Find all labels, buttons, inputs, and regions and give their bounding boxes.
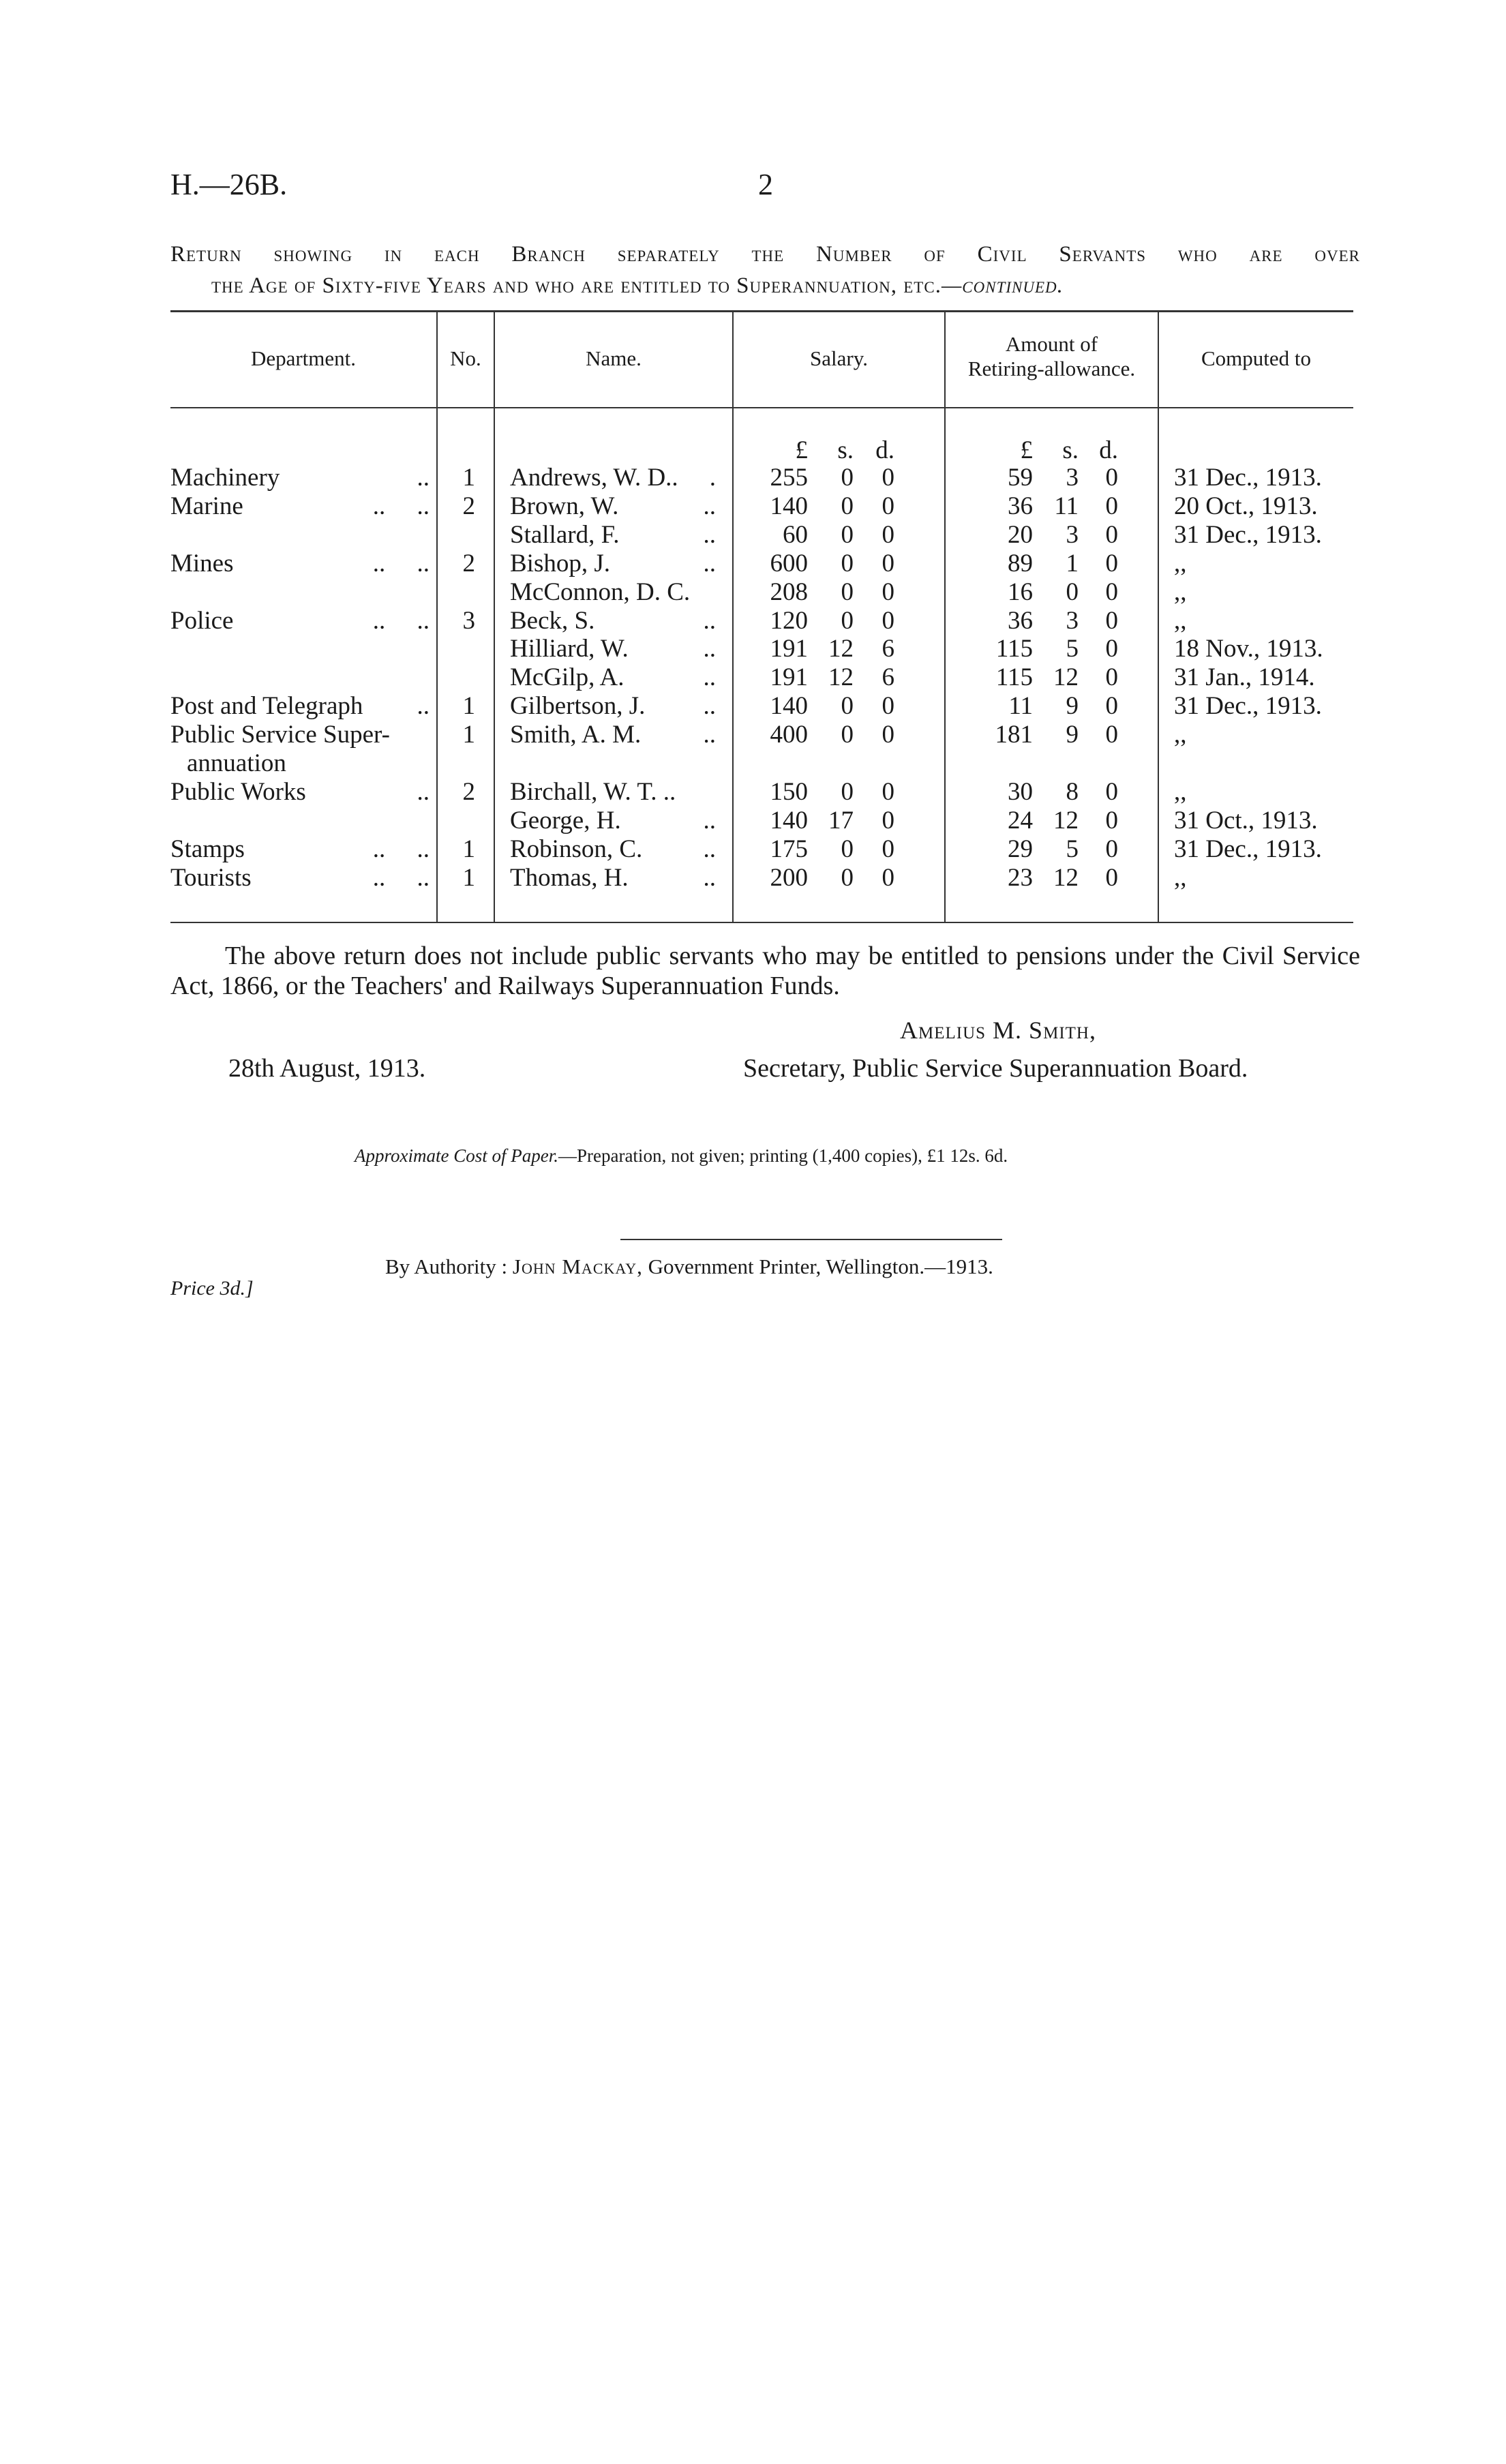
salary-pounds-cell: 140 [770,492,808,520]
column-header-name: Name. [586,346,642,370]
allowance-pounds-cell: 181 [995,721,1033,749]
salary-pence-cell: 6 [882,663,894,691]
department-cell: Stamps [170,835,245,863]
computed-to-cell: 20 Oct., 1913. [1174,492,1318,520]
salary-pounds-cell: 400 [770,721,808,749]
allowance-pence-cell: 0 [1105,721,1118,749]
department-cell: Marine [170,492,243,520]
allowance-shillings-cell: 3 [1066,464,1079,492]
column-divider [1158,312,1159,922]
allowance-pence-cell: 0 [1105,864,1118,892]
computed-to-cell: ,, [1174,778,1187,806]
allowance-shillings-cell: 5 [1066,835,1079,863]
department-cell: Police [170,607,234,635]
allowance-pence-cell: 0 [1105,692,1118,720]
allowance-pounds-cell: 115 [995,663,1033,691]
salary-unit-shilling: s. [837,436,854,464]
allowance-pounds-cell: 89 [1008,550,1033,577]
allowance-pence-cell: 0 [1105,550,1118,577]
salary-pounds-cell: 191 [770,663,808,691]
footnote-paragraph [170,941,1360,1001]
allowance-pence-cell: 0 [1105,778,1118,806]
name-cell: George, H. [510,807,621,835]
department-leader-dots: .. .. [372,492,430,520]
department-cell: Public Service Super- [170,721,390,749]
computed-to-cell: 18 Nov., 1913. [1174,635,1323,663]
signatory-title: Secretary, Public Service Superannuation Board. [743,1054,1248,1083]
name-cell: Robinson, C. [510,835,643,863]
count-cell: 1 [462,692,475,720]
allowance-unit-pound: £ [1020,436,1033,464]
department-cell: Post and Telegraph [170,692,363,720]
salary-pence-cell: 0 [882,778,894,806]
name-cell: Beck, S. [510,607,595,635]
department-leader-dots: .. [417,692,430,720]
table-top-rule [170,310,1353,312]
title-continued: —continued. [941,273,1064,298]
allowance-shillings-cell: 8 [1066,778,1079,806]
allowance-pence-cell: 0 [1105,521,1118,549]
salary-pence-cell: 0 [882,835,894,863]
salary-pounds-cell: 200 [770,864,808,892]
name-cell: McGilp, A. [510,663,624,691]
allowance-shillings-cell: 5 [1066,635,1079,663]
salary-shillings-cell: 0 [841,492,854,520]
salary-unit-pence: d. [875,436,894,464]
name-cell: Gilbertson, J. [510,692,646,720]
salary-pounds-cell: 175 [770,835,808,863]
salary-pence-cell: 0 [882,807,894,835]
column-header-salary: Salary. [810,346,868,370]
department-leader-dots: .. [417,464,430,492]
footnote-text: The above return does not include public servants who may be entitled to pensions under the Civil Service Act, 1866, or the Teachers' and Railways Superannuation Funds. [170,942,1360,1000]
allowance-pounds-cell: 23 [1008,864,1033,892]
name-cell: Thomas, H. [510,864,629,892]
salary-pence-cell: 0 [882,464,894,492]
name-leader-dots: .. [703,721,716,749]
allowance-shillings-cell: 3 [1066,521,1079,549]
salary-pence-cell: 0 [882,492,894,520]
allowance-pounds-cell: 36 [1008,607,1033,635]
count-cell: 2 [462,550,475,577]
salary-pounds-cell: 208 [770,578,808,606]
name-cell: Brown, W. [510,492,619,520]
salary-pounds-cell: 140 [770,807,808,835]
salary-pence-cell: 0 [882,521,894,549]
computed-to-cell: ,, [1174,607,1187,635]
allowance-pence-cell: 0 [1105,607,1118,635]
name-cell: Hilliard, W. [510,635,629,663]
department-cell: Mines [170,550,234,577]
allowance-pounds-cell: 11 [1008,692,1033,720]
name-cell: Stallard, F. [510,521,620,549]
allowance-shillings-cell: 3 [1066,607,1079,635]
salary-shillings-cell: 12 [828,663,854,691]
salary-shillings-cell: 0 [841,864,854,892]
department-cell: annuation [187,749,286,777]
salary-shillings-cell: 12 [828,635,854,663]
department-leader-dots: .. .. [372,835,430,863]
computed-to-cell: 31 Dec., 1913. [1174,835,1322,863]
salary-pounds-cell: 255 [770,464,808,492]
allowance-shillings-cell: 9 [1066,721,1079,749]
allowance-shillings-cell: 0 [1066,578,1079,606]
name-leader-dots: .. [703,835,716,863]
allowance-pence-cell: 0 [1105,635,1118,663]
department-cell: Public Works [170,778,306,806]
allowance-pounds-cell: 24 [1008,807,1033,835]
printer-name: John Mackay, [512,1254,643,1278]
name-cell: McConnon, D. C. [510,578,691,606]
allowance-pence-cell: 0 [1105,807,1118,835]
allowance-shillings-cell: 1 [1066,550,1079,577]
allowance-shillings-cell: 12 [1053,663,1079,691]
authority-suffix: Government Printer, Wellington.—1913. [648,1254,993,1278]
computed-to-cell: ,, [1174,550,1187,577]
salary-unit-pound: £ [795,436,808,464]
allowance-unit-shilling: s. [1062,436,1079,464]
allowance-pence-cell: 0 [1105,663,1118,691]
allowance-pounds-cell: 29 [1008,835,1033,863]
department-cell: Tourists [170,864,252,892]
signatory-name: Amelius M. Smith, [900,1017,1096,1044]
name-leader-dots: .. [703,807,716,835]
name-cell: Birchall, W. T. .. [510,778,676,806]
name-leader-dots: .. [703,864,716,892]
salary-shillings-cell: 0 [841,607,854,635]
salary-pence-cell: 0 [882,578,894,606]
allowance-unit-pence: d. [1099,436,1118,464]
salary-pence-cell: 6 [882,635,894,663]
name-leader-dots: .. [703,663,716,691]
document-code: H.—26B. [170,168,288,201]
printer-authority [385,1254,993,1279]
salary-pence-cell: 0 [882,550,894,577]
count-cell: 1 [462,835,475,863]
name-leader-dots: .. [703,550,716,577]
computed-to-cell: 31 Dec., 1913. [1174,464,1322,492]
computed-to-cell: 31 Oct., 1913. [1174,807,1318,835]
allowance-pence-cell: 0 [1105,464,1118,492]
salary-shillings-cell: 0 [841,464,854,492]
computed-to-cell: 31 Dec., 1913. [1174,521,1322,549]
column-header-computed-to: Computed to [1201,346,1312,370]
allowance-shillings-cell: 9 [1066,692,1079,720]
column-header-amount-line-2: Retiring-allowance. [967,357,1136,380]
computed-to-cell: 31 Dec., 1913. [1174,692,1322,720]
allowance-shillings-cell: 11 [1054,492,1079,520]
salary-pounds-cell: 600 [770,550,808,577]
column-divider [944,312,946,922]
department-leader-dots: .. .. [372,550,430,577]
title-line-1: Return showing in each Branch separately the Number of Civil Servants who are over [170,242,1360,267]
department-leader-dots: .. .. [372,864,430,892]
count-cell: 2 [462,778,475,806]
count-cell: 2 [462,492,475,520]
salary-pence-cell: 0 [882,864,894,892]
column-header-no: No. [450,346,481,370]
name-leader-dots: .. [703,492,716,520]
department-leader-dots: .. [417,778,430,806]
cost-text: —Preparation, not given; printing (1,400 copies), £1 12s. 6d. [558,1145,1008,1166]
table-header-rule [170,407,1353,408]
computed-to-cell: ,, [1174,864,1187,892]
document-title [170,239,1360,301]
allowance-pounds-cell: 30 [1008,778,1033,806]
salary-shillings-cell: 0 [841,835,854,863]
salary-shillings-cell: 0 [841,778,854,806]
allowance-pounds-cell: 59 [1008,464,1033,492]
salary-pounds-cell: 150 [770,778,808,806]
salary-pence-cell: 0 [882,692,894,720]
printing-cost-note [355,1145,1008,1167]
allowance-pounds-cell: 36 [1008,492,1033,520]
column-header-retiring-allowance [946,332,1158,381]
table-bottom-rule [170,922,1353,923]
name-leader-dots: . [709,464,716,492]
salary-shillings-cell: 0 [841,550,854,577]
computed-to-cell: 31 Jan., 1914. [1174,663,1315,691]
salary-shillings-cell: 0 [841,578,854,606]
allowance-shillings-cell: 12 [1053,807,1079,835]
name-cell: Andrews, W. D.. [510,464,678,492]
allowance-pounds-cell: 16 [1008,578,1033,606]
computed-to-cell: ,, [1174,578,1187,606]
salary-pounds-cell: 191 [770,635,808,663]
authority-prefix: By Authority : [385,1254,508,1278]
signature-date: 28th August, 1913. [228,1054,426,1083]
allowance-pence-cell: 0 [1105,492,1118,520]
column-header-department: Department. [250,346,357,370]
column-divider [732,312,734,922]
count-cell: 1 [462,864,475,892]
price-label: Price 3d.] [170,1277,254,1299]
allowance-shillings-cell: 12 [1053,864,1079,892]
salary-pounds-cell: 120 [770,607,808,635]
salary-shillings-cell: 17 [828,807,854,835]
allowance-pence-cell: 0 [1105,835,1118,863]
column-header-amount-line-1: Amount of [1005,332,1098,356]
department-leader-dots: .. .. [372,607,430,635]
authority-rule [620,1239,1002,1240]
allowance-pounds-cell: 115 [995,635,1033,663]
department-cell: Machinery [170,464,280,492]
count-cell: 1 [462,721,475,749]
salary-shillings-cell: 0 [841,692,854,720]
name-leader-dots: .. [703,692,716,720]
name-cell: Bishop, J. [510,550,611,577]
allowance-pounds-cell: 20 [1008,521,1033,549]
allowance-pence-cell: 0 [1105,578,1118,606]
salary-shillings-cell: 0 [841,721,854,749]
name-cell: Smith, A. M. [510,721,642,749]
page-number: 2 [758,168,773,201]
column-divider [494,312,495,922]
count-cell: 1 [462,464,475,492]
salary-pounds-cell: 140 [770,692,808,720]
name-leader-dots: .. [703,607,716,635]
salary-pence-cell: 0 [882,721,894,749]
salary-pence-cell: 0 [882,607,894,635]
title-line-2: the Age of Sixty-five Years and who are entitled to Superannuation, etc. [211,273,942,298]
cost-label: Approximate Cost of Paper. [355,1145,558,1166]
salary-pounds-cell: 60 [783,521,808,549]
computed-to-cell: ,, [1174,721,1187,749]
name-leader-dots: .. [703,635,716,663]
name-leader-dots: .. [703,521,716,549]
count-cell: 3 [462,607,475,635]
salary-shillings-cell: 0 [841,521,854,549]
